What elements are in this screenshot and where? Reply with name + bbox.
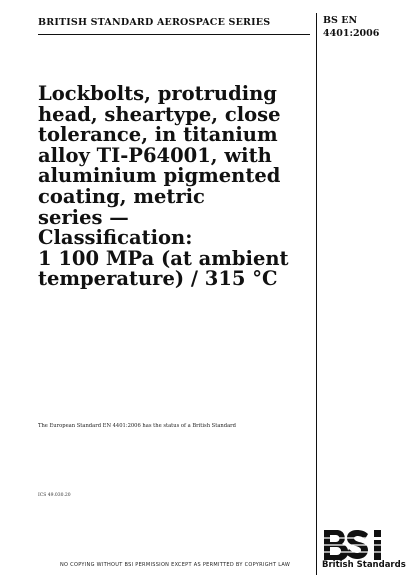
title-line: aluminium pigmented [38,164,281,188]
header-rule [38,34,310,35]
series-heading: BRITISH STANDARD AEROSPACE SERIES [38,17,271,28]
bsi-caption: British Standards [322,560,406,570]
title-line: temperature) / 315 °C [38,267,278,291]
document-title [38,84,310,290]
title-line: series — [38,205,129,229]
standard-code: 4401:2006 [323,28,380,39]
title-line: head, sheartype, close [38,102,281,126]
title-line: coating, metric [38,184,205,208]
standard-prefix: BS EN [323,15,358,26]
document-code: ICS 49.030.20 [38,493,71,498]
title-line: Classification: [38,226,193,250]
title-line: tolerance, in titanium [38,123,278,147]
title-line: Lockbolts, protruding [38,82,277,105]
copyright-notice: NO COPYING WITHOUT BSI PERMISSION EXCEPT AS PERMITTED BY COPYRIGHT LAW [60,562,291,568]
status-note: The European Standard EN 4401:2006 has the status of a British Standard [38,423,236,429]
standard-number [323,14,379,40]
title-line: 1 100 MPa (at ambient [38,246,289,270]
margin-rule [316,13,317,575]
title-line: alloy TI-P64001, with [38,143,272,167]
